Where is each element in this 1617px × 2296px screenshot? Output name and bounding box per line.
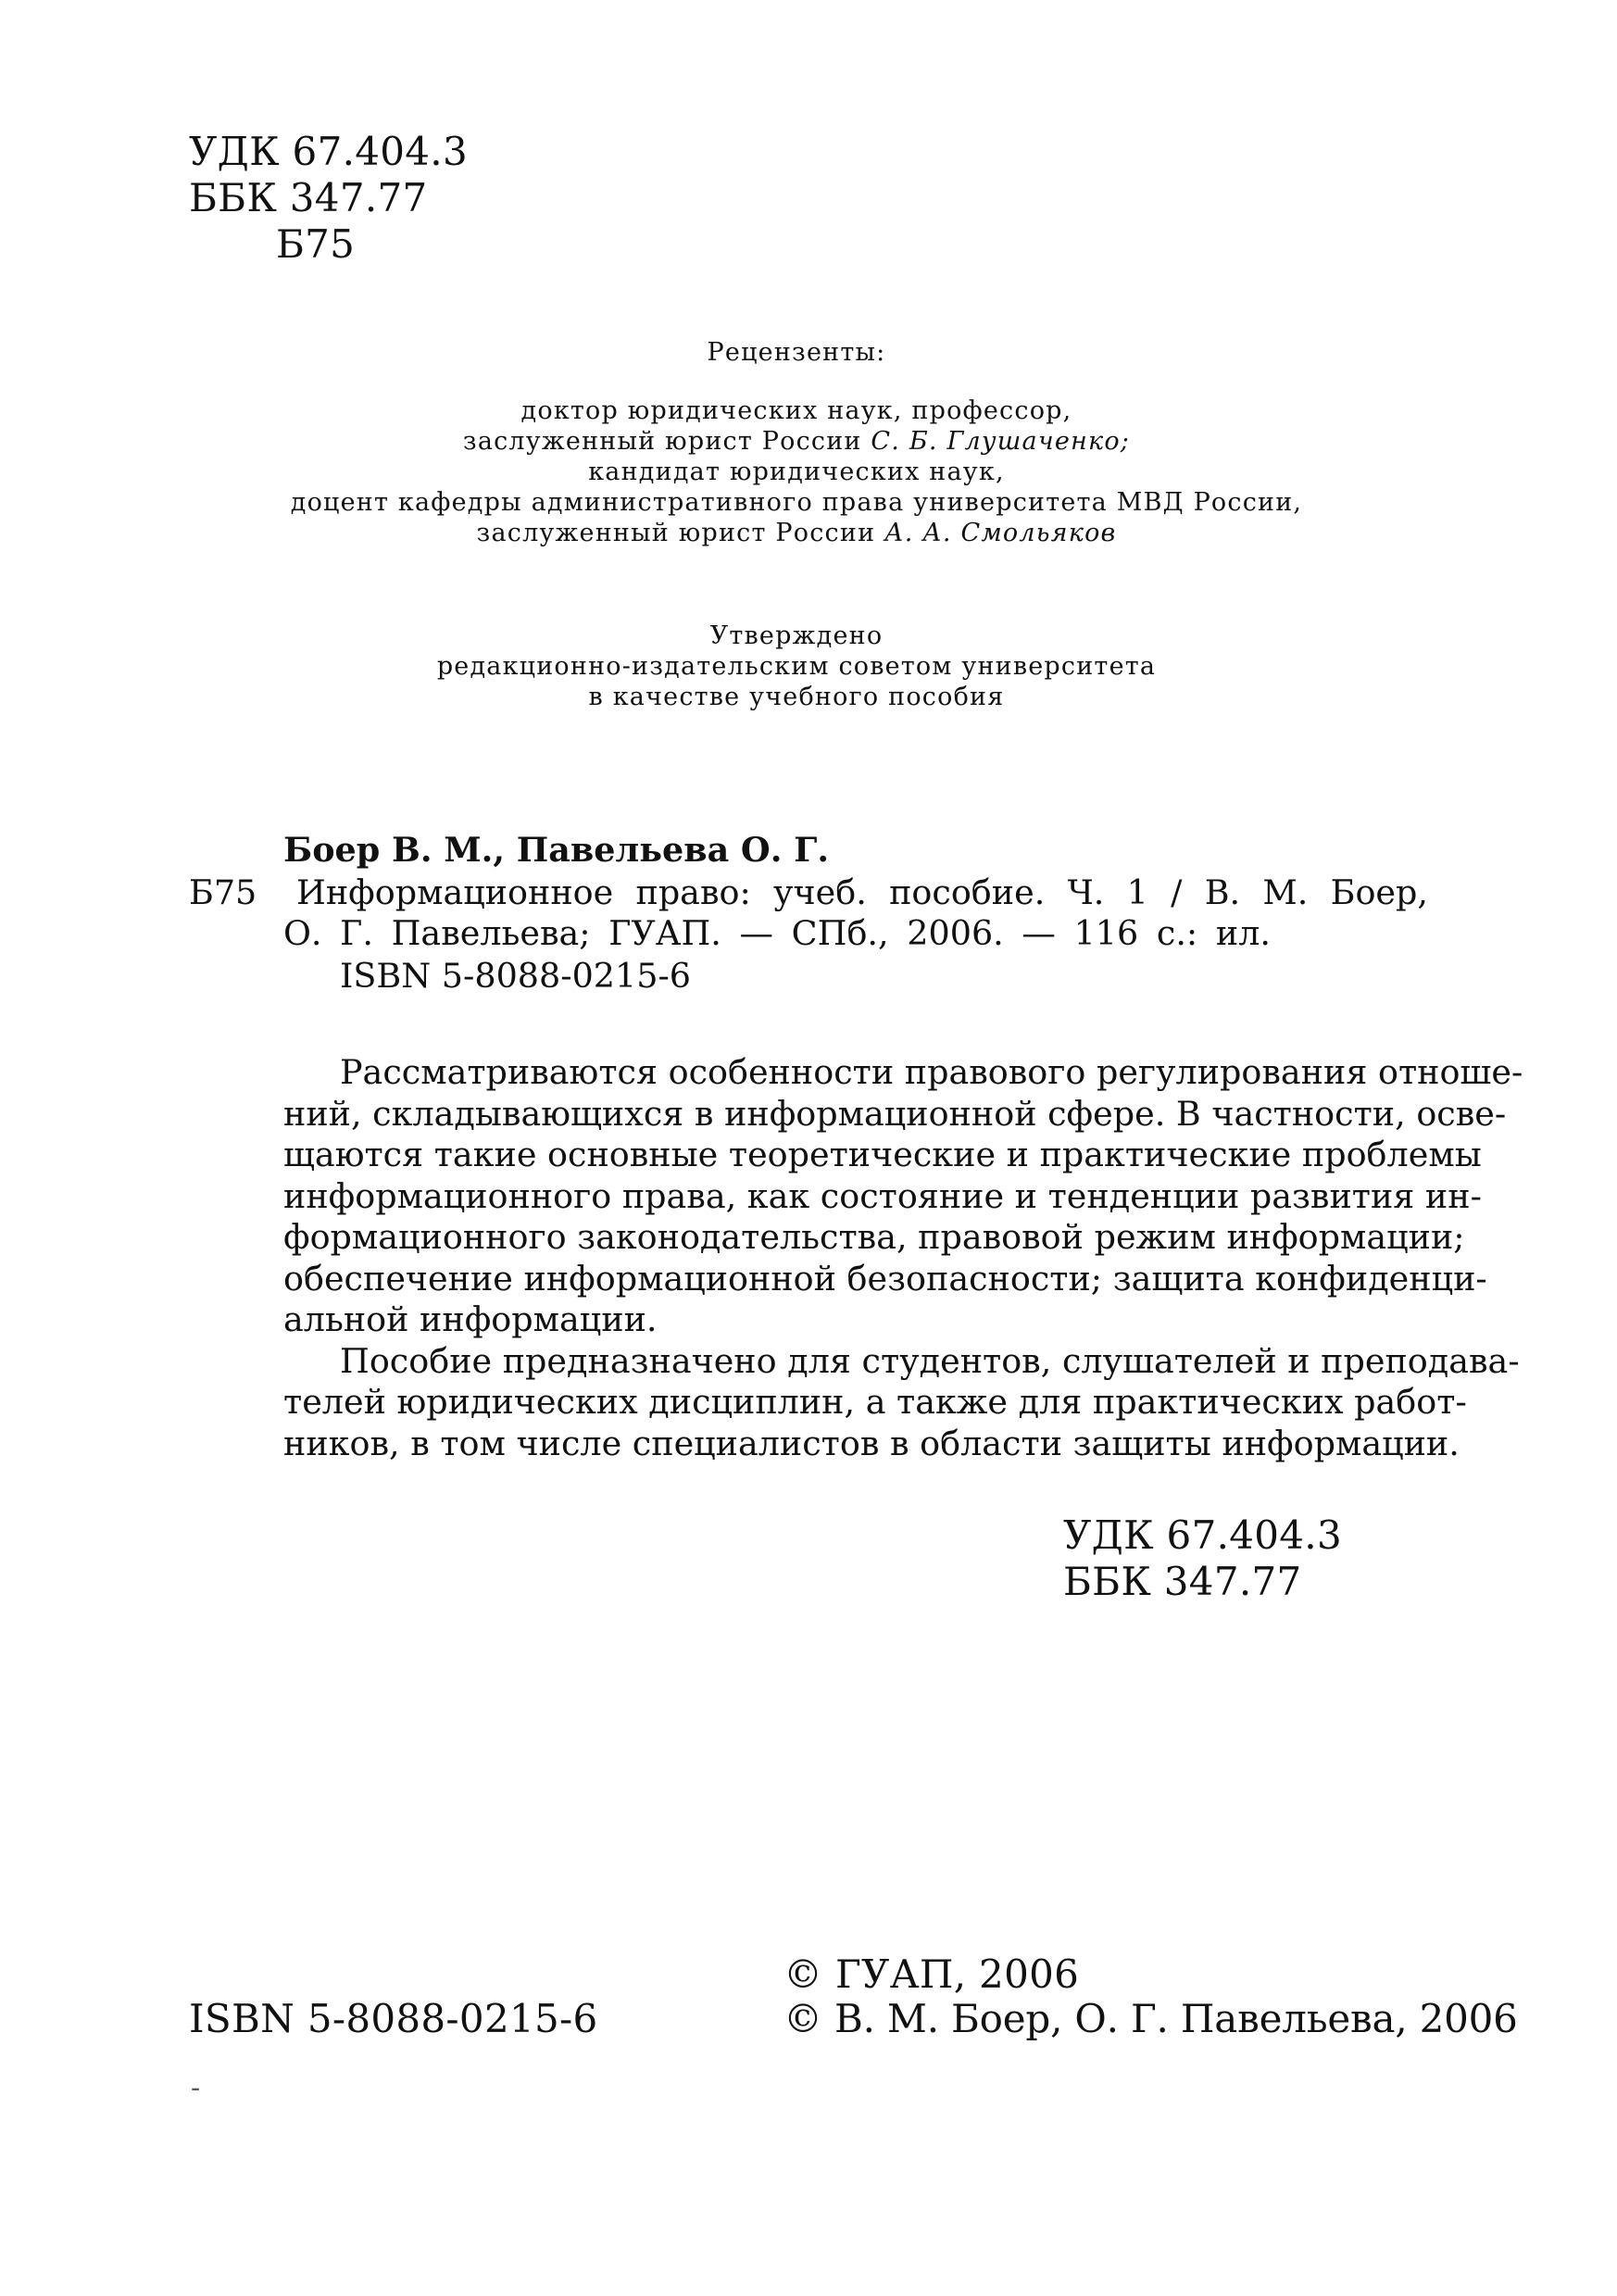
reviewers-block [139, 337, 1454, 548]
bbk-bottom: ББК 347.77 [1063, 1559, 1302, 1604]
reviewer-credential: заслуженный юрист России [462, 427, 871, 456]
reviewer-line [139, 518, 1454, 548]
reviewer-line [139, 426, 1454, 457]
reviewer-credential: заслуженный юрист России [476, 519, 885, 547]
reviewer-line: доктор юридических наук, профессор, [520, 396, 1072, 425]
annotation-line: Рассматриваются особенности правового регулирования отноше- [340, 1052, 1523, 1092]
annotation-line: Пособие предназначено для студентов, слушателей и преподава- [340, 1340, 1520, 1381]
bib-authors: Боер В. М., Павельева О. Г. [283, 830, 830, 870]
udk-bottom: УДК 67.404.3 [1063, 1512, 1342, 1558]
annotation-paragraph-2 [283, 1340, 1520, 1465]
bib-title-line: Информационное право: учеб. пособие. Ч. 1 / В. М. Боер, [296, 872, 1428, 912]
annotation-line: щаются такие основные теоретические и практические проблемы [283, 1135, 1482, 1174]
annotation-line: информационного права, как состояние и тенденции развития ин- [283, 1175, 1482, 1216]
reviewer-name: А. А. Смольяков [884, 519, 1117, 547]
reviewer-line: доцент кафедры административного права университета МВД России, [290, 488, 1303, 517]
bib-isbn: ISBN 5-8088-0215-6 [340, 956, 692, 996]
approval-line: в качестве учебного пособия [588, 683, 1005, 711]
bib-description-cont [283, 913, 1271, 955]
annotation [283, 1052, 1523, 1464]
annotation-line: телей юридических дисциплин, а также для практических работ- [283, 1382, 1467, 1422]
annotation-line: ний, складывающихся в информационной сфере. В частности, осве- [283, 1093, 1507, 1134]
copyright-authors: © В. М. Боер, О. Г. Павельева, 2006 [783, 1996, 1518, 2041]
bbk-top: ББК 347.77 [189, 175, 428, 220]
reviewer-line: кандидат юридических наук, [588, 458, 1005, 486]
copyright-guap: © ГУАП, 2006 [783, 1951, 1080, 1997]
approval-line: Утверждено [709, 621, 884, 650]
bib-title-line: О. Г. Павельева; ГУАП. — СПб., 2006. — 116 с.: ил. [283, 913, 1271, 953]
bib-mark: Б75 [189, 872, 257, 912]
annotation-line: альной информации. [283, 1299, 658, 1339]
page-mark: - [191, 2072, 201, 2104]
annotation-line: ников, в том числе специалистов в области защиты информации. [283, 1423, 1460, 1463]
reviewer-name: С. Б. Глушаченко; [871, 427, 1131, 456]
annotation-line: обеспечение информационной безопасности; защита конфиденци- [283, 1258, 1487, 1299]
author-mark-top: Б75 [276, 221, 356, 267]
annotation-line: формационного законодательства, правовой режим информации; [283, 1217, 1465, 1257]
udk-top: УДК 67.404.3 [189, 129, 468, 174]
reviewers-heading: Рецензенты: [707, 338, 886, 367]
footer-isbn: ISBN 5-8088-0215-6 [189, 1996, 598, 2041]
annotation-paragraph-1 [283, 1052, 1523, 1341]
bib-description [296, 872, 1428, 914]
approval-block [139, 621, 1454, 712]
approval-line: редакционно-издательским советом университета [436, 652, 1157, 681]
